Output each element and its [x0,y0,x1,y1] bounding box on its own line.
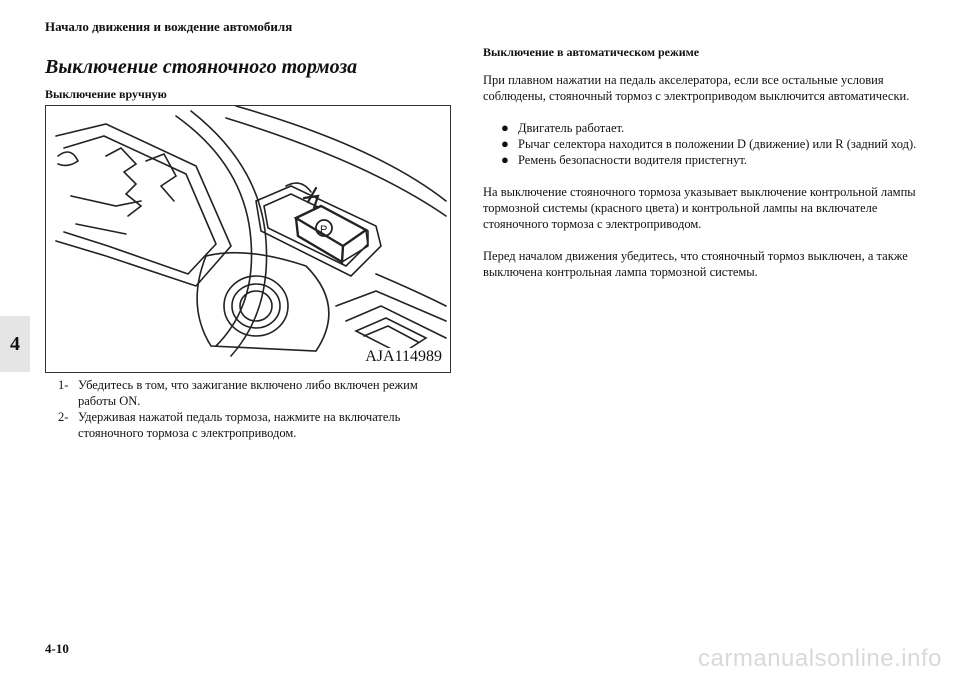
console-drawing [46,106,451,373]
auto-release-section [483,44,923,296]
bullet-icon: ● [501,152,509,167]
bullet-text: Ремень безопасности водителя пристегнут. [518,153,747,167]
manual-release-subtitle: Выключение вручную [45,87,167,101]
list-item [501,152,923,168]
step-number: 1- [58,378,69,392]
figure-code: AJA114989 [365,348,442,365]
running-header: Начало движения и вождение автомобиля [45,19,293,34]
step-item [58,377,453,409]
list-item [501,120,923,136]
step-item [58,409,453,441]
conditions-list [483,120,923,168]
bullet-icon: ● [501,136,509,151]
auto-release-subtitle: Выключение в автоматическом режиме [483,45,700,59]
before-driving-note: Перед началом движения убедитесь, что стояночный тормоз выключен, а также выключена контрольная лампа тормозной системы. [483,249,908,279]
bullet-text: Двигатель работает. [518,121,625,135]
chapter-tab: 4 [0,316,30,372]
bullet-text: Рычаг селектора находится в положении D (движение) или R (задний ход). [518,137,917,151]
indicator-note: На выключение стояночного тормоза указывает выключение контрольной лампы тормозной системы (красного цвета) и контрольной лампы на включателе стояночного тормоза с электроприводом. [483,185,916,231]
auto-release-intro: При плавном нажатии на педаль акселератора, если все остальные условия соблюдены, стояночный тормоз с электроприводом выключится автоматически. [483,73,910,103]
parking-brake-switch-illustration [45,105,451,373]
svg-text:P: P [320,224,328,236]
step-text: Убедитесь в том, что зажигание включено либо включен режим работы ON. [78,378,418,408]
list-item [501,136,923,152]
section-title: Выключение стояночного тормоза [45,56,358,78]
manual-steps [58,377,453,441]
watermark: carmanualsonline.info [698,645,942,672]
page-number: 4-10 [45,641,69,656]
step-text: Удерживая нажатой педаль тормоза, нажмите на включатель стояночного тормоза с электроприводом. [78,410,401,440]
step-number: 2- [58,410,69,424]
bullet-icon: ● [501,120,509,135]
